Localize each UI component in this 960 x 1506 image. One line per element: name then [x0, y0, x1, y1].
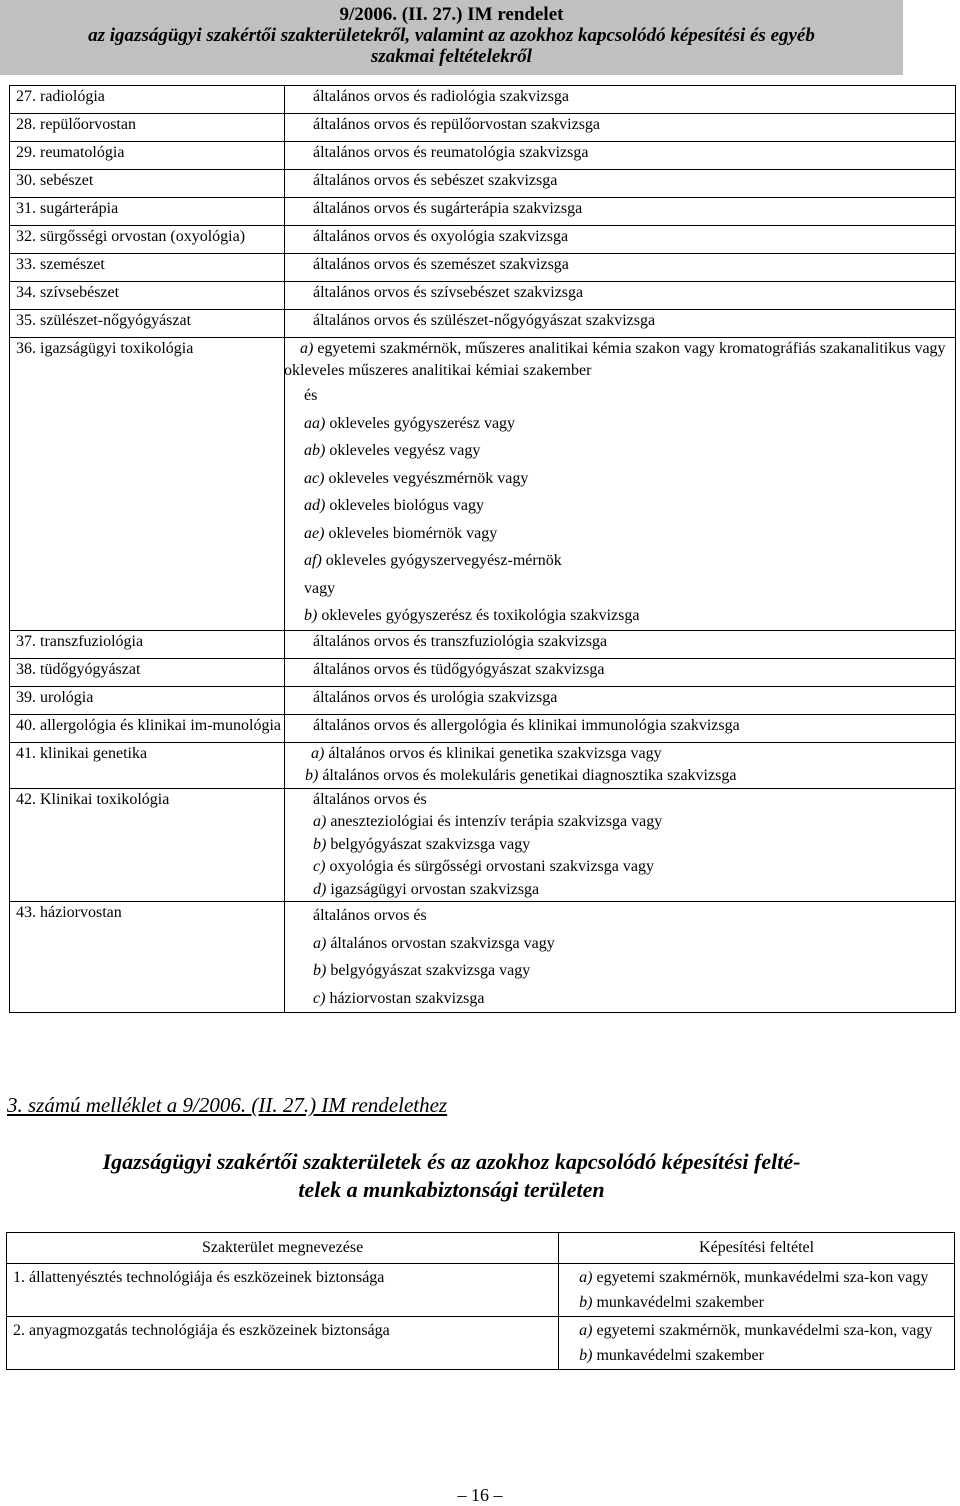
- table-header-row: [7, 1233, 955, 1264]
- table-row: [10, 226, 956, 254]
- item-prefix: b): [313, 962, 327, 979]
- table-row: [10, 282, 956, 310]
- qualification-line: [304, 410, 955, 438]
- item-prefix: ad): [304, 497, 326, 514]
- specialty-name: 43. háziorvostan: [10, 902, 285, 1013]
- item-prefix: c): [313, 989, 326, 1007]
- table-row: [10, 142, 956, 170]
- item-text: okleveles gyógyszerész vagy: [325, 414, 516, 432]
- item-text: általános orvostan szakvizsga vagy: [326, 934, 555, 952]
- qualification-line: [313, 930, 955, 958]
- item-text: munkavédelmi szakember: [592, 1347, 764, 1364]
- item-prefix: b): [579, 1347, 593, 1364]
- item-text: okleveles gyógyszervegyész-mérnök: [321, 552, 562, 569]
- safety-table: [6, 1232, 955, 1370]
- qualification: általános orvos és szülészet-nőgyógyászat szakvizsga: [285, 310, 956, 338]
- item-text: egyetemi szakmérnök, munkavédelmi sza-kon vagy: [592, 1269, 929, 1286]
- item-text: oxyológia és sürgősségi orvostani szakvizsga vagy: [325, 858, 654, 875]
- conjunction: vagy: [304, 579, 336, 597]
- qualification: általános orvos és repülőorvostan szakvizsga: [285, 114, 956, 142]
- qualification-lead: általános orvos és: [313, 907, 427, 924]
- qualification-lead: általános orvos és: [313, 790, 427, 808]
- item-text: aneszteziológiai és intenzív terápia szakvizsga vagy: [326, 813, 663, 830]
- document-header: [0, 0, 903, 75]
- header-title: 9/2006. (II. 27.) IM rendelet: [339, 4, 564, 25]
- qualification-line: [304, 437, 955, 465]
- table-row: [10, 86, 956, 114]
- specialty-name: 34. szívsebészet: [10, 282, 285, 310]
- qualification: általános orvos és sebészet szakvizsga: [285, 170, 956, 198]
- specialty-name: 41. klinikai genetika: [10, 742, 285, 788]
- item-text: háziorvostan szakvizsga: [325, 989, 485, 1007]
- item-prefix: b): [305, 767, 319, 784]
- table-row: [10, 658, 956, 686]
- qualification: általános orvos és reumatológia szakvizsga: [285, 142, 956, 170]
- table-row: [10, 742, 956, 788]
- item-text: okleveles biológus vagy: [325, 497, 484, 514]
- item-prefix: ac): [304, 469, 325, 487]
- conjunction: és: [304, 387, 318, 404]
- qualification-line: [305, 743, 955, 766]
- qualification-line: [304, 547, 955, 575]
- item-prefix: a): [579, 1322, 593, 1339]
- qualification-line: [313, 856, 955, 879]
- table-row: [7, 1317, 955, 1370]
- item-prefix: ab): [304, 442, 326, 459]
- item-text: okleveles vegyészmérnök vagy: [324, 469, 529, 487]
- specialty-name: 42. Klinikai toxikológia: [10, 788, 285, 902]
- specialty-name: 40. allergológia és klinikai im-munológia: [10, 714, 285, 742]
- qualification-line: [574, 1343, 953, 1368]
- qualification-line: [304, 465, 955, 493]
- specialty-name: 38. tüdőgyógyászat: [10, 658, 285, 686]
- qualification: [285, 338, 956, 631]
- item-text: egyetemi szakmérnök, műszeres analitikai kémia szakon vagy kromatográfiás szakanalitikus vagy okleveles műszeres analitikai kémiai szakember: [284, 340, 946, 379]
- qualification-line: [313, 834, 955, 857]
- specialty-name: 32. sürgősségi orvostan (oxyológia): [10, 226, 285, 254]
- item-prefix: aa): [304, 414, 326, 432]
- qualification-line: [304, 602, 955, 630]
- specialty-name: 29. reumatológia: [10, 142, 285, 170]
- specialty-name: 36. igazságügyi toxikológia: [10, 338, 285, 631]
- qualification: általános orvos és oxyológia szakvizsga: [285, 226, 956, 254]
- table-row: [7, 1264, 955, 1317]
- table-row: [10, 114, 956, 142]
- item-text: okleveles gyógyszerész és toxikológia szakvizsga: [317, 607, 640, 624]
- item-prefix: a): [313, 813, 327, 830]
- section-title: [0, 1148, 903, 1204]
- item-prefix: a): [300, 340, 314, 357]
- qualification-line: [304, 520, 955, 548]
- qualification: általános orvos és tüdőgyógyászat szakvizsga: [285, 658, 956, 686]
- table-row: [10, 310, 956, 338]
- table-row: [10, 254, 956, 282]
- qualification-line: [313, 985, 955, 1013]
- qualification: általános orvos és urológia szakvizsga: [285, 686, 956, 714]
- table-row: [10, 714, 956, 742]
- qualification: általános orvos és transzfuziológia szakvizsga: [285, 630, 956, 658]
- qualification-line: [313, 957, 955, 985]
- col-header-qualification: Képesítési feltétel: [559, 1233, 955, 1264]
- qualification-line: [574, 1290, 953, 1315]
- specialty-name: 31. sugárterápia: [10, 198, 285, 226]
- item-prefix: b): [304, 607, 318, 624]
- item-prefix: b): [313, 835, 327, 853]
- qualification-line: [313, 811, 955, 834]
- area-name: 2. anyagmozgatás technológiája és eszközeinek biztonsága: [7, 1317, 559, 1370]
- table-row: [10, 686, 956, 714]
- table-row: [10, 198, 956, 226]
- section-title-line2: telek a munkabiztonsági területen: [298, 1177, 605, 1202]
- item-text: egyetemi szakmérnök, munkavédelmi sza-kon, vagy: [592, 1322, 933, 1339]
- item-prefix: c): [313, 858, 326, 875]
- item-text: okleveles vegyész vagy: [325, 442, 481, 459]
- table-row: [10, 902, 956, 1013]
- qualification-line: [313, 879, 955, 902]
- item-prefix: d): [313, 880, 327, 898]
- item-text: okleveles biomérnök vagy: [324, 524, 498, 542]
- item-prefix: ae): [304, 524, 325, 542]
- qualification: [285, 742, 956, 788]
- qualification: általános orvos és szívsebészet szakvizsga: [285, 282, 956, 310]
- specialty-name: 27. radiológia: [10, 86, 285, 114]
- qualification: általános orvos és radiológia szakvizsga: [285, 86, 956, 114]
- specialty-name: 33. szemészet: [10, 254, 285, 282]
- col-header-name: Szakterület megnevezése: [7, 1233, 559, 1264]
- specialty-name: 30. sebészet: [10, 170, 285, 198]
- item-text: belgyógyászat szakvizsga vagy: [326, 962, 531, 979]
- item-prefix: b): [579, 1294, 593, 1311]
- specialty-name: 28. repülőorvostan: [10, 114, 285, 142]
- qualification-line: [305, 765, 955, 788]
- table-row: [10, 170, 956, 198]
- annex-title: 3. számú melléklet a 9/2006. (II. 27.) IM rendelethez: [7, 1093, 448, 1117]
- item-text: munkavédelmi szakember: [592, 1294, 764, 1311]
- qualification-line: [304, 492, 955, 520]
- qualification-line: [574, 1265, 953, 1290]
- item-text: belgyógyászat szakvizsga vagy: [326, 835, 531, 853]
- item-prefix: a): [579, 1269, 593, 1286]
- page-number: – 16 –: [457, 1485, 503, 1505]
- qualification-line: [284, 338, 955, 382]
- specialty-name: 39. urológia: [10, 686, 285, 714]
- item-prefix: a): [313, 934, 327, 952]
- qualification: általános orvos és allergológia és klinikai immunológia szakvizsga: [285, 714, 956, 742]
- qualification: általános orvos és sugárterápia szakvizsga: [285, 198, 956, 226]
- header-subtitle-line1: az igazságügyi szakértői szakterületekről, valamint az azokhoz kapcsolódó képesítési és egyéb: [88, 25, 815, 46]
- table-row: [10, 338, 956, 631]
- qualification: általános orvos és szemészet szakvizsga: [285, 254, 956, 282]
- section-title-line1: Igazságügyi szakértői szakterületek és az azokhoz kapcsolódó képesítési felté-: [102, 1149, 801, 1174]
- table-row: [10, 788, 956, 902]
- header-subtitle-line2: szakmai feltételekről: [371, 46, 532, 67]
- item-text: általános orvos és klinikai genetika szakvizsga vagy: [324, 744, 662, 762]
- item-prefix: af): [304, 552, 322, 569]
- item-prefix: a): [311, 744, 325, 762]
- qualification: [559, 1317, 955, 1370]
- qualification: [285, 902, 956, 1013]
- specialty-name: 35. szülészet-nőgyógyászat: [10, 310, 285, 338]
- qualification: [559, 1264, 955, 1317]
- table-row: [10, 630, 956, 658]
- area-name: 1. állattenyésztés technológiája és eszközeinek biztonsága: [7, 1264, 559, 1317]
- specialty-name: 37. transzfuziológia: [10, 630, 285, 658]
- specialty-table: [9, 85, 956, 1013]
- item-text: igazságügyi orvostan szakvizsga: [326, 880, 540, 898]
- item-text: általános orvos és molekuláris genetikai diagnosztika szakvizsga: [318, 767, 737, 784]
- qualification-line: [574, 1318, 953, 1343]
- qualification: [285, 788, 956, 902]
- sub-items: [298, 382, 955, 630]
